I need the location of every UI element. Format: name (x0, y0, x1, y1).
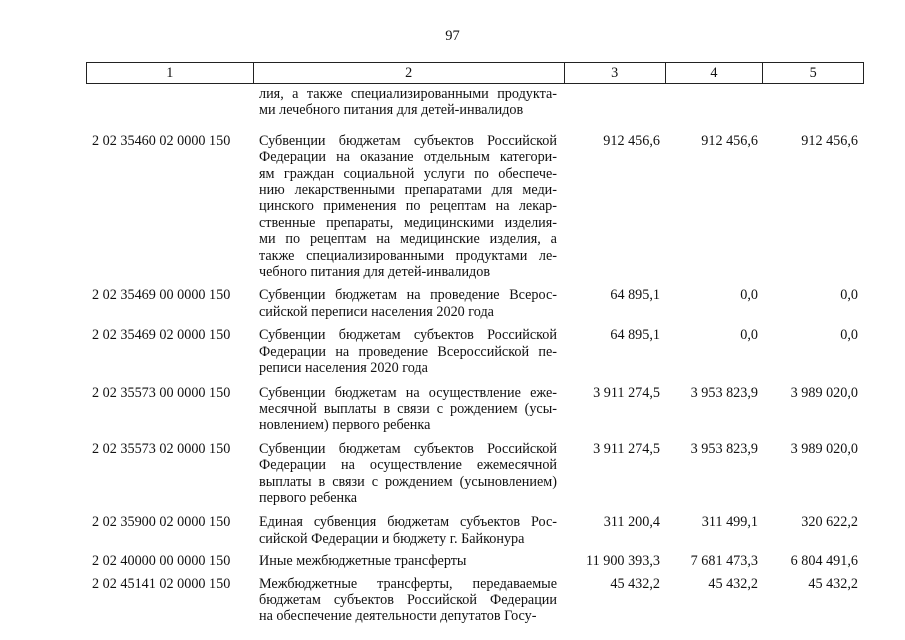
value-year-2: 0,0 (740, 287, 758, 304)
description-cell (253, 576, 565, 625)
value-year-2: 912 456,6 (701, 132, 758, 149)
description-cell (253, 86, 565, 119)
description-line: Единая субвенция бюджетам субъектов Рос- (259, 514, 557, 531)
budget-code: 2 02 35900 02 0000 150 (92, 514, 231, 531)
value-year-3: 6 804 491,6 (790, 553, 858, 570)
description-cell (253, 385, 565, 434)
budget-code: 2 02 40000 00 0000 150 (92, 553, 231, 570)
description-line: Иные межбюджетные трансферты (259, 553, 467, 570)
table-row (86, 514, 864, 547)
description-line: реписи населения 2020 года (259, 360, 428, 377)
description-line: Субвенции бюджетам субъектов Российской (259, 132, 557, 149)
description-line: Субвенции бюджетам на осуществление еже- (259, 384, 557, 401)
table-body (86, 86, 864, 625)
description-cell (253, 133, 565, 281)
description-line: сийской переписи населения 2020 года (259, 303, 494, 320)
description-cell (253, 441, 565, 507)
value-year-3: 0,0 (840, 287, 858, 304)
description-cell (253, 514, 565, 547)
description-line: ми по рецептам на медицинские изделия, а (259, 231, 557, 248)
description-line: бюджетам субъектов Российской Федерации (259, 591, 557, 608)
description-cell (253, 287, 565, 320)
page-number: 97 (445, 28, 460, 44)
table-row (86, 576, 864, 625)
description-line: нию лекарственными препаратами для меди- (259, 182, 557, 199)
table-row (86, 385, 864, 434)
header-col-3: 3 (565, 63, 666, 83)
value-year-1: 11 900 393,3 (586, 553, 660, 570)
description-line: первого ребенка (259, 489, 358, 506)
value-year-3: 45 432,2 (808, 575, 858, 592)
description-line: лия, а также специализированными продукта- (259, 86, 557, 102)
description-line: ственные препараты, медицинскими изделия- (259, 214, 557, 231)
description-line: также специализированными продуктами ле- (259, 247, 557, 264)
value-year-1: 3 911 274,5 (593, 440, 660, 457)
description-cell (253, 327, 565, 376)
budget-code: 2 02 35573 00 0000 150 (92, 384, 231, 401)
description-line: Федерации на проведение Всероссийской пе- (259, 343, 557, 360)
value-year-2: 3 953 823,9 (690, 440, 758, 457)
value-year-2: 7 681 473,3 (690, 553, 758, 570)
description-line: Федерации на оказание отдельным категори- (259, 149, 557, 166)
budget-code: 2 02 35573 02 0000 150 (92, 440, 231, 457)
description-line: Межбюджетные трансферты, передаваемые (259, 575, 557, 592)
description-line: месячной выплаты в связи с рождением (усы- (259, 400, 557, 417)
table-header (86, 62, 864, 84)
table-row (86, 553, 864, 569)
value-year-3: 912 456,6 (801, 132, 858, 149)
table-row (86, 133, 864, 281)
table-row (86, 287, 864, 320)
description-line: чебного питания для детей-инвалидов (259, 264, 491, 281)
value-year-1: 3 911 274,5 (593, 384, 660, 401)
description-line: цинского применения по рецептам на лекар- (259, 198, 557, 215)
description-line: на обеспечение деятельности депутатов Госу- (259, 608, 537, 625)
value-year-3: 3 989 020,0 (790, 384, 858, 401)
description-line: Субвенции бюджетам субъектов Российской (259, 327, 557, 344)
header-col-5: 5 (809, 65, 817, 81)
value-year-2: 45 432,2 (708, 575, 758, 592)
description-line: новлением) первого ребенка (259, 417, 431, 434)
continuation-row (86, 86, 864, 119)
value-year-2: 0,0 (740, 327, 758, 344)
table-row (86, 327, 864, 376)
value-year-3: 320 622,2 (801, 514, 858, 531)
description-line: ми лечебного питания для детей-инвалидов (259, 102, 524, 119)
table-row (86, 441, 864, 507)
description-line: Федерации на осуществление ежемесячной (259, 457, 557, 474)
value-year-1: 45 432,2 (610, 575, 660, 592)
description-line: Субвенции бюджетам на проведение Всерос- (259, 287, 557, 304)
value-year-2: 3 953 823,9 (690, 384, 758, 401)
description-line: Субвенции бюджетам субъектов Российской (259, 440, 557, 457)
description-line: сийской Федерации и бюджету г. Байконура (259, 530, 525, 547)
description-line: ям граждан социальной услуги по обеспече- (259, 165, 557, 182)
description-line: выплаты в связи с рождением (усыновлением) (259, 473, 557, 490)
budget-code: 2 02 45141 02 0000 150 (92, 575, 231, 592)
value-year-1: 311 200,4 (603, 514, 660, 531)
budget-code: 2 02 35469 02 0000 150 (92, 327, 231, 344)
value-year-2: 311 499,1 (701, 514, 758, 531)
value-year-3: 0,0 (840, 327, 858, 344)
description-cell (253, 553, 565, 569)
value-year-1: 912 456,6 (603, 132, 660, 149)
header-col-4: 4 (666, 63, 764, 83)
header-col-2: 2 (254, 63, 565, 83)
value-year-3: 3 989 020,0 (790, 440, 858, 457)
budget-code: 2 02 35469 00 0000 150 (92, 287, 231, 304)
budget-code: 2 02 35460 02 0000 150 (92, 132, 231, 149)
value-year-1: 64 895,1 (610, 287, 660, 304)
value-year-1: 64 895,1 (610, 327, 660, 344)
header-col-1: 1 (87, 63, 254, 83)
